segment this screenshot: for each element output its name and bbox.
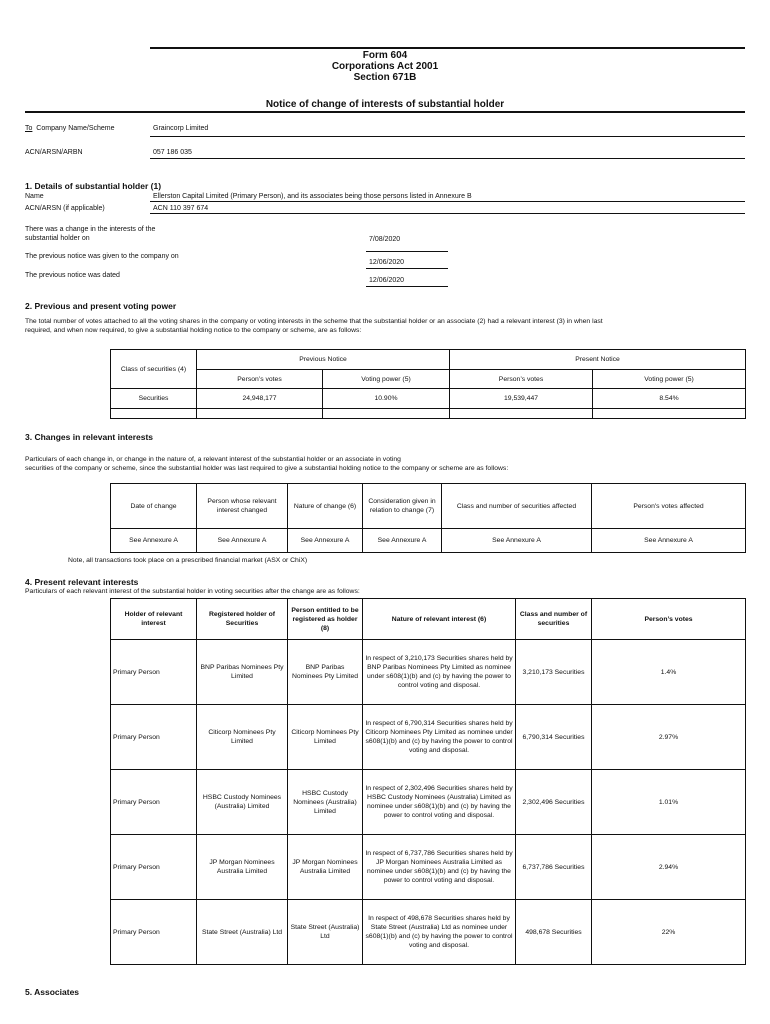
previous-notice-header: Previous Notice xyxy=(197,350,450,370)
registered-cell: HSBC Custody Nominees (Australia) Limited xyxy=(197,770,288,835)
table-row-empty xyxy=(111,409,746,419)
change-date-rule xyxy=(366,251,448,252)
votes-cell: 2.94% xyxy=(592,835,746,900)
class-cell: 2,302,496 Securities xyxy=(516,770,592,835)
votes-cell: 1.01% xyxy=(592,770,746,835)
top-rule xyxy=(150,47,745,49)
to-word: To xyxy=(25,125,33,132)
voting-power-table xyxy=(110,349,746,419)
section4-para: Particulars of each relevant interest of the substantial holder in voting securities after the change are as follows: xyxy=(25,588,360,595)
nature-header: Nature of change (6) xyxy=(288,484,363,529)
prev-persons-votes-header: Person’s votes xyxy=(197,370,323,389)
section2-para-2: required, and when now required, to give a substantial holding notice to the company or scheme, are as follows: xyxy=(25,327,362,334)
present-notice-header: Present Notice xyxy=(450,350,746,370)
table-row xyxy=(111,640,746,705)
section1-heading: 1. Details of substantial holder (1) xyxy=(25,181,162,191)
form-section: Section 671B xyxy=(353,72,417,83)
table-row xyxy=(111,529,746,553)
date-header: Date of change xyxy=(111,484,197,529)
class-header: Class of securities (4) xyxy=(111,350,197,389)
votes-header: Person’s votes xyxy=(592,599,746,640)
consideration-header: Consideration given in relation to change (7) xyxy=(363,484,442,529)
form-title: Notice of change of interests of substantial holder xyxy=(265,99,505,110)
row-class: Securities xyxy=(111,389,197,409)
entitled-cell: State Street (Australia) Ltd xyxy=(288,900,363,965)
holder-acn-label: ACN/ARSN (if applicable) xyxy=(25,205,105,212)
row-pres-votes: 19,539,447 xyxy=(450,389,593,409)
row-prev-power: 10.90% xyxy=(323,389,450,409)
entitled-cell: Citicorp Nominees Pty Limited xyxy=(288,705,363,770)
class-cell: 3,210,173 Securities xyxy=(516,640,592,705)
cell: See Annexure A xyxy=(592,529,746,553)
change-date: 7/08/2020 xyxy=(369,236,401,243)
registered-cell: BNP Paribas Nominees Pty Limited xyxy=(197,640,288,705)
holder-cell: Primary Person xyxy=(111,900,197,965)
votes-header: Person's votes affected xyxy=(592,484,746,529)
empty-cell xyxy=(450,409,593,419)
cell: See Annexure A xyxy=(363,529,442,553)
empty-cell xyxy=(197,409,323,419)
change-label-2: substantial holder on xyxy=(25,235,90,242)
row-pres-power: 8.54% xyxy=(593,389,746,409)
acn-label: ACN/ARSN/ARBN xyxy=(25,149,83,156)
registered-cell: State Street (Australia) Ltd xyxy=(197,900,288,965)
table-row xyxy=(111,389,746,409)
prev-given-label: The previous notice was given to the company on xyxy=(25,253,179,260)
entitled-cell: JP Morgan Nominees Australia Limited xyxy=(288,835,363,900)
holder-cell: Primary Person xyxy=(111,770,197,835)
votes-cell: 2.97% xyxy=(592,705,746,770)
section2-para-1: The total number of votes attached to all the voting shares in the company or voting interests in the scheme that the substantial holder or an associate (2) had a relevant interest (3) in when last xyxy=(25,318,603,325)
form-act: Corporations Act 2001 xyxy=(331,61,439,72)
nature-cell: In respect of 2,302,496 Securities shares held by HSBC Custody Nominees (Australia) Limited as nominee under s608(1)(b) and (c) by having the power to control voting and disposal. xyxy=(363,770,516,835)
class-cell: 6,737,786 Securities xyxy=(516,835,592,900)
form-number: Form 604 xyxy=(362,50,408,61)
holder-cell: Primary Person xyxy=(111,640,197,705)
prev-given-rule xyxy=(366,268,448,269)
holder-header: Holder of relevant interest xyxy=(111,599,197,640)
nature-cell: In respect of 498,678 Securities shares held by State Street (Australia) Ltd as nominee under s608(1)(b) and (c) by having the power to control voting and disposal. xyxy=(363,900,516,965)
present-interests-table xyxy=(110,598,746,965)
pres-persons-votes-header: Person’s votes xyxy=(450,370,593,389)
holder-acn-rule xyxy=(150,213,745,214)
holder-name-label: Name xyxy=(25,193,44,200)
empty-cell xyxy=(593,409,746,419)
section2-heading: 2. Previous and present voting power xyxy=(25,301,177,311)
votes-cell: 1.4% xyxy=(592,640,746,705)
nature-cell: In respect of 6,737,786 Securities shares held by JP Morgan Nominees Australia Limited as nominee under s608(1)(b) and (c) by having the power to control voting and disposal. xyxy=(363,835,516,900)
changes-table xyxy=(110,483,746,553)
section3-para-2: securities of the company or scheme, since the substantial holder was last required to give a substantial holding notice to the company or scheme are as follows: xyxy=(25,465,509,472)
nature-header: Nature of relevant interest (6) xyxy=(363,599,516,640)
holder-cell: Primary Person xyxy=(111,705,197,770)
class-header: Class and number of securities xyxy=(516,599,592,640)
table-row xyxy=(111,705,746,770)
section3-para-1: Particulars of each change in, or change in the nature of, a relevant interest of the substantial holder or an associate in voting xyxy=(25,456,401,463)
company-rule xyxy=(150,136,745,137)
cell: See Annexure A xyxy=(111,529,197,553)
votes-cell: 22% xyxy=(592,900,746,965)
cell: See Annexure A xyxy=(288,529,363,553)
class-header: Class and number of securities affected xyxy=(442,484,592,529)
nature-cell: In respect of 3,210,173 Securities shares held by BNP Paribas Nominees Pty Limited as nominee under s608(1)(b) and (c) by having the power to control voting and disposal. xyxy=(363,640,516,705)
table-row xyxy=(111,770,746,835)
entitled-cell: HSBC Custody Nominees (Australia) Limited xyxy=(288,770,363,835)
person-header: Person whose relevant interest changed xyxy=(197,484,288,529)
change-label-1: There was a change in the interests of the xyxy=(25,226,156,233)
to-label xyxy=(25,124,115,133)
registered-cell: Citicorp Nominees Pty Limited xyxy=(197,705,288,770)
prev-dated-date: 12/06/2020 xyxy=(369,277,405,284)
transactions-note: Note, all transactions took place on a prescribed financial market (ASX or ChiX) xyxy=(68,557,308,564)
prev-voting-power-header: Voting power (5) xyxy=(323,370,450,389)
title-rule xyxy=(25,111,745,113)
cell: See Annexure A xyxy=(197,529,288,553)
prev-dated-label: The previous notice was dated xyxy=(25,272,120,279)
section5-heading: 5. Associates xyxy=(25,987,80,997)
name-rule xyxy=(150,201,745,202)
company-value: Graincorp Limited xyxy=(153,125,209,132)
holder-cell: Primary Person xyxy=(111,835,197,900)
class-cell: 6,790,314 Securities xyxy=(516,705,592,770)
row-prev-votes: 24,948,177 xyxy=(197,389,323,409)
class-cell: 498,678 Securities xyxy=(516,900,592,965)
holder-acn-value: ACN 110 397 674 xyxy=(153,205,209,212)
entitled-header: Person entitled to be registered as holder (8) xyxy=(288,599,363,640)
registered-header: Registered holder of Securities xyxy=(197,599,288,640)
acn-value: 057 186 035 xyxy=(153,149,192,156)
section3-heading: 3. Changes in relevant interests xyxy=(25,432,154,442)
empty-cell xyxy=(111,409,197,419)
holder-name-value: Ellerston Capital Limited (Primary Person), and its associates being those persons listed in Annexure B xyxy=(153,193,472,200)
section4-heading: 4. Present relevant interests xyxy=(25,577,139,587)
prev-dated-rule xyxy=(366,286,448,287)
cell: See Annexure A xyxy=(442,529,592,553)
entitled-cell: BNP Paribas Nominees Pty Limited xyxy=(288,640,363,705)
pres-voting-power-header: Voting power (5) xyxy=(593,370,746,389)
acn-rule xyxy=(150,158,745,159)
prev-given-date: 12/06/2020 xyxy=(369,259,405,266)
company-label: Company Name/Scheme xyxy=(36,125,115,132)
table-row xyxy=(111,835,746,900)
table-row xyxy=(111,900,746,965)
empty-cell xyxy=(323,409,450,419)
nature-cell: In respect of 6,790,314 Securities shares held by Citicorp Nominees Pty Limited as nominee under s608(1)(b) and (c) by having the power to control voting and disposal. xyxy=(363,705,516,770)
registered-cell: JP Morgan Nominees Australia Limited xyxy=(197,835,288,900)
